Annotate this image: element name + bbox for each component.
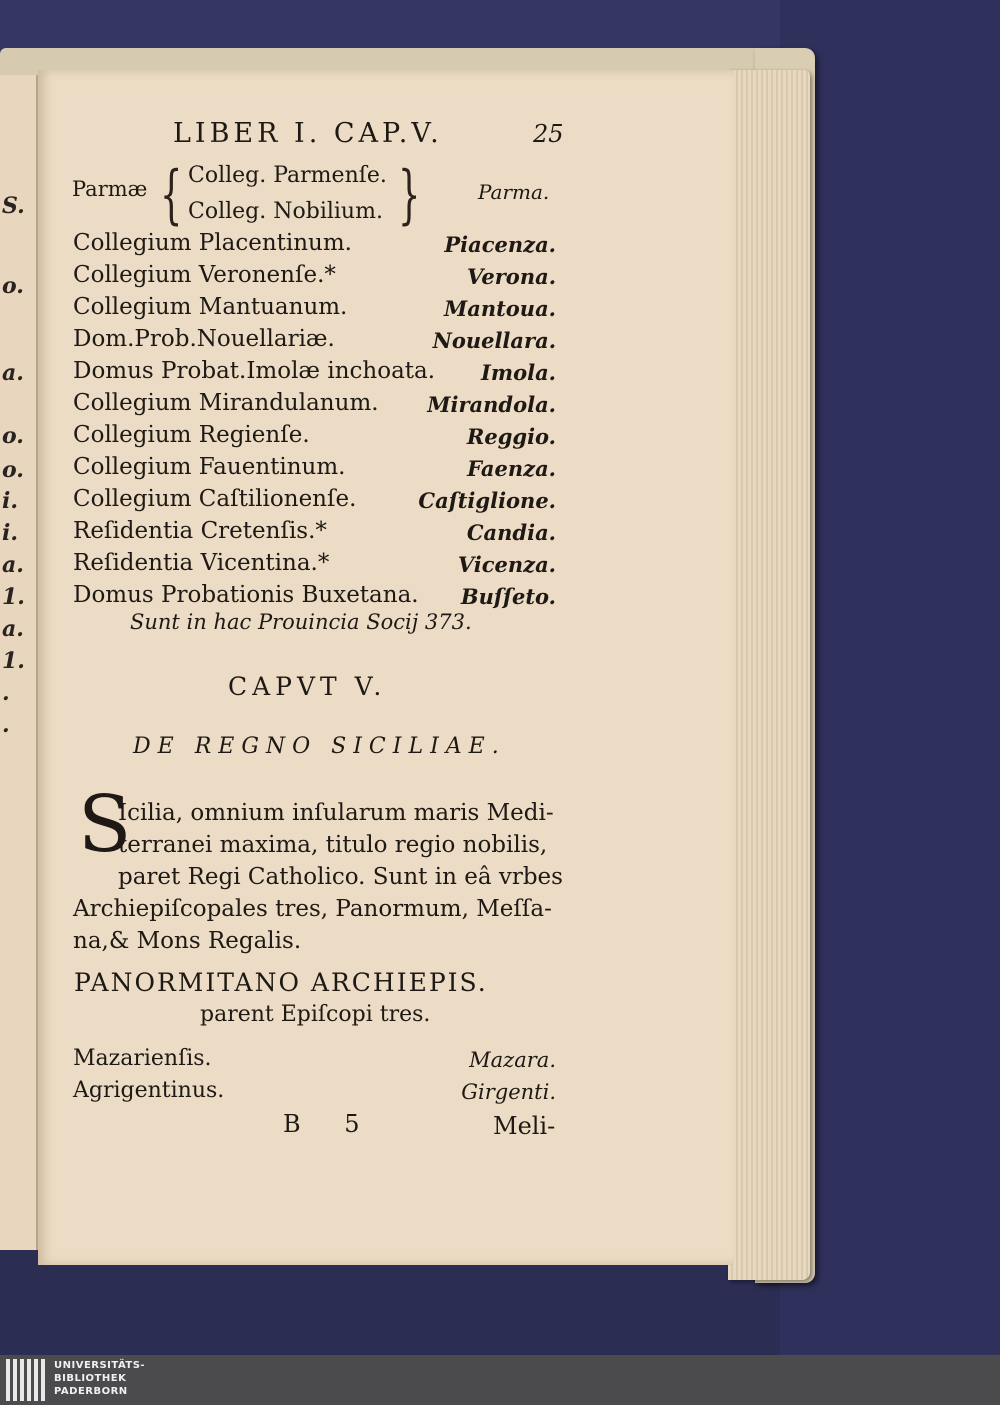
paragraph-line: na,& Mons Regalis. xyxy=(73,928,302,954)
catchword: Meli- xyxy=(493,1112,556,1140)
parmae-college-1: Colleg. Parmenſe. xyxy=(188,163,387,188)
college-city: Imola. xyxy=(481,360,556,385)
college-city: Faenza. xyxy=(467,456,556,481)
college-city: Reggio. xyxy=(466,424,556,449)
left-brace: { xyxy=(160,158,183,232)
left-fragment: a. xyxy=(2,360,24,386)
library-footer xyxy=(0,1355,1000,1405)
left-fragment: 1. xyxy=(2,648,25,674)
book-page xyxy=(38,70,734,1265)
paragraph-line: Archiepiſcopales tres, Panormum, Meſſa- xyxy=(73,896,552,922)
section-title: PANORMITANO ARCHIEPIS. xyxy=(74,968,488,997)
college-name: Domus Probat.Imolæ inchoata. xyxy=(73,358,436,384)
section-subtitle: parent Epiſcopi tres. xyxy=(200,1002,431,1027)
right-brace: } xyxy=(398,158,421,232)
college-city: Candia. xyxy=(466,520,556,545)
left-fragment: a. xyxy=(2,552,24,578)
page-block-edges xyxy=(728,70,810,1280)
left-fragment: . xyxy=(2,680,10,706)
college-name: Dom.Prob.Nouellariæ. xyxy=(73,326,335,352)
college-city: Caſtiglione. xyxy=(418,488,556,513)
logo-line: PADERBORN xyxy=(54,1386,128,1397)
parmae-college-2: Colleg. Nobilium. xyxy=(188,199,383,224)
parmae-label: Parmæ xyxy=(72,177,148,201)
college-city: Nouellara. xyxy=(432,328,556,353)
college-name: Reſidentia Vicentina.* xyxy=(73,550,330,576)
college-name: Collegium Veronenſe.* xyxy=(73,262,336,288)
left-fragment: o. xyxy=(2,457,24,483)
left-fragment: 1. xyxy=(2,584,25,610)
drop-cap: S xyxy=(78,780,132,870)
college-name: Collegium Caſtilionenſe. xyxy=(73,486,357,512)
college-name: Domus Probationis Buxetana. xyxy=(73,582,419,608)
page-number: 25 xyxy=(533,120,564,148)
college-name: Reſidentia Cretenſis.* xyxy=(73,518,327,544)
college-name: Collegium Regienſe. xyxy=(73,422,310,448)
left-page-sliver xyxy=(0,75,38,1250)
college-city: Mantoua. xyxy=(443,296,556,321)
college-city: Buſſeto. xyxy=(460,584,556,609)
signature-mark: B 5 xyxy=(283,1110,378,1138)
college-city: Vicenza. xyxy=(457,552,556,577)
logo-line: BIBLIOTHEK xyxy=(54,1373,127,1384)
left-fragment: . xyxy=(2,712,10,738)
paragraph-line: terranei maxima, titulo regio nobilis, xyxy=(118,832,548,858)
library-logo-text xyxy=(54,1359,145,1398)
left-fragment: o. xyxy=(2,273,24,299)
college-name: Collegium Placentinum. xyxy=(73,230,352,256)
running-head: LIBER I. CAP.V. xyxy=(173,118,443,149)
left-fragment: a. xyxy=(2,616,24,642)
chapter-subtitle: DE REGNO SICILIAE. xyxy=(133,734,506,759)
logo-line: UNIVERSITÄTS- xyxy=(54,1360,146,1371)
see-city: Mazara. xyxy=(469,1048,556,1072)
college-city: Piacenza. xyxy=(444,232,556,257)
province-summary: Sunt in hac Prouincia Socij 373. xyxy=(130,610,472,634)
see-name: Agrigentinus. xyxy=(73,1078,225,1103)
left-fragment: o. xyxy=(2,423,24,449)
college-city: Verona. xyxy=(467,264,556,289)
see-city: Girgenti. xyxy=(461,1080,556,1104)
college-name: Collegium Mirandulanum. xyxy=(73,390,379,416)
left-fragment: i. xyxy=(2,520,19,546)
left-fragment: i. xyxy=(2,488,19,514)
parmae-city: Parma. xyxy=(478,180,550,204)
paragraph-line: Icilia, omnium inſularum maris Medi- xyxy=(118,800,554,826)
paragraph-line: paret Regi Catholico. Sunt in eâ vrbes xyxy=(118,864,563,890)
library-logo-icon xyxy=(6,1359,46,1401)
see-name: Mazarienſis. xyxy=(73,1046,212,1071)
chapter-title: CAPVT V. xyxy=(228,672,387,701)
college-city: Mirandola. xyxy=(427,392,556,417)
college-name: Collegium Fauentinum. xyxy=(73,454,346,480)
college-name: Collegium Mantuanum. xyxy=(73,294,348,320)
left-fragment: S. xyxy=(2,193,25,219)
